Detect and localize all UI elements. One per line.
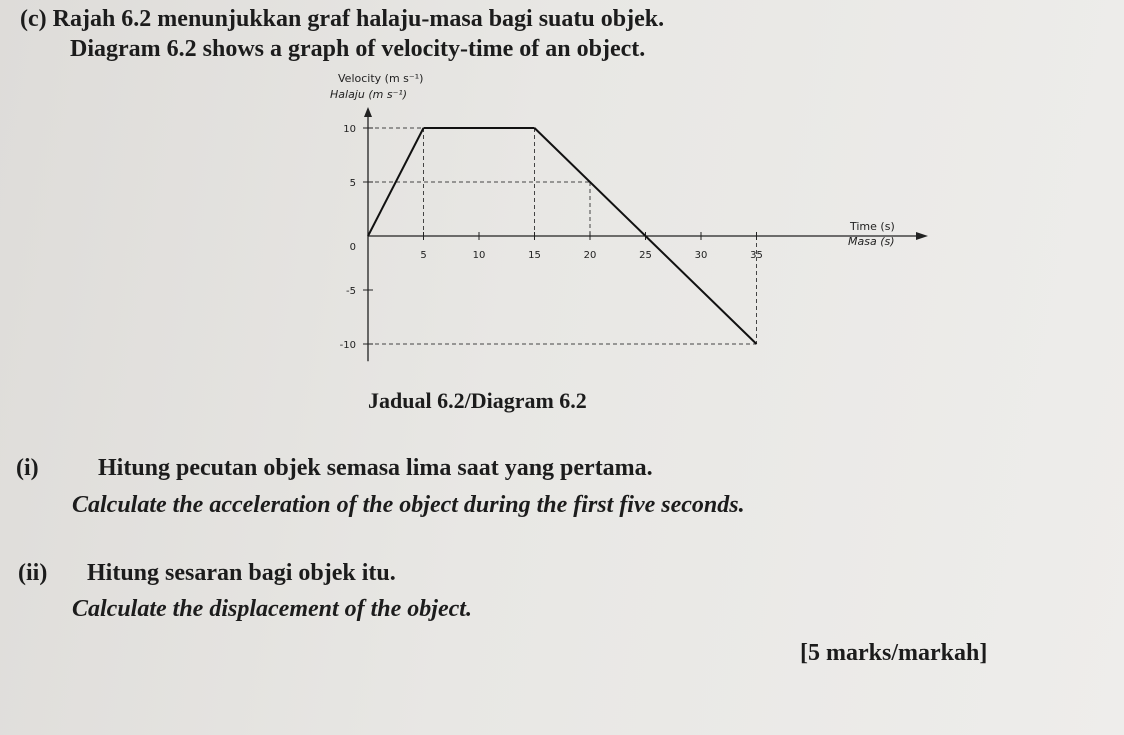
y-tick-label--10: -10	[339, 340, 356, 351]
velocity-time-graph	[280, 60, 940, 370]
x-tick-label-5: 5	[420, 250, 427, 261]
x-axis-label-malay: Masa (s)	[848, 235, 895, 248]
axes	[363, 107, 928, 361]
y-tick-label-0: 0	[349, 242, 356, 253]
y-axis-label-malay: Halaju (m s⁻¹)	[330, 88, 408, 101]
y-tick-label-10: 10	[343, 124, 356, 135]
question-c-english: Diagram 6.2 shows a graph of velocity-time of an object.	[70, 36, 646, 62]
tick-labels	[340, 124, 763, 351]
part-i-number: (i)	[16, 455, 39, 481]
y-axis-label: Velocity (m s⁻¹)	[338, 72, 424, 85]
part-ii-malay: Hitung sesaran bagi objek itu.	[87, 560, 396, 586]
x-tick-label-35: 35	[750, 250, 763, 261]
part-ii-number: (ii)	[18, 560, 48, 586]
x-tick-label-30: 30	[694, 250, 708, 261]
question-c-malay: (c) Rajah 6.2 menunjukkan graf halaju-masa bagi suatu objek.	[20, 6, 665, 32]
x-axis-arrow	[916, 232, 928, 240]
y-tick-label-5: 5	[349, 178, 356, 189]
y-tick-label--5: -5	[346, 286, 356, 297]
diagram-caption: Jadual 6.2/Diagram 6.2	[368, 388, 587, 413]
part-ii-english: Calculate the displacement of the object.	[72, 596, 472, 622]
x-tick-label-25: 25	[639, 250, 652, 261]
x-axis-label: Time (s)	[850, 220, 895, 233]
part-i-malay: Hitung pecutan objek semasa lima saat yang pertama.	[98, 455, 653, 481]
marks-label: [5 marks/markah]	[800, 640, 988, 666]
y-axis-arrow	[364, 107, 372, 117]
x-tick-label-10: 10	[472, 250, 486, 261]
x-tick-label-15: 15	[528, 250, 541, 261]
part-i-english: Calculate the acceleration of the object during the first five seconds.	[72, 492, 745, 518]
x-tick-label-20: 20	[583, 250, 597, 261]
